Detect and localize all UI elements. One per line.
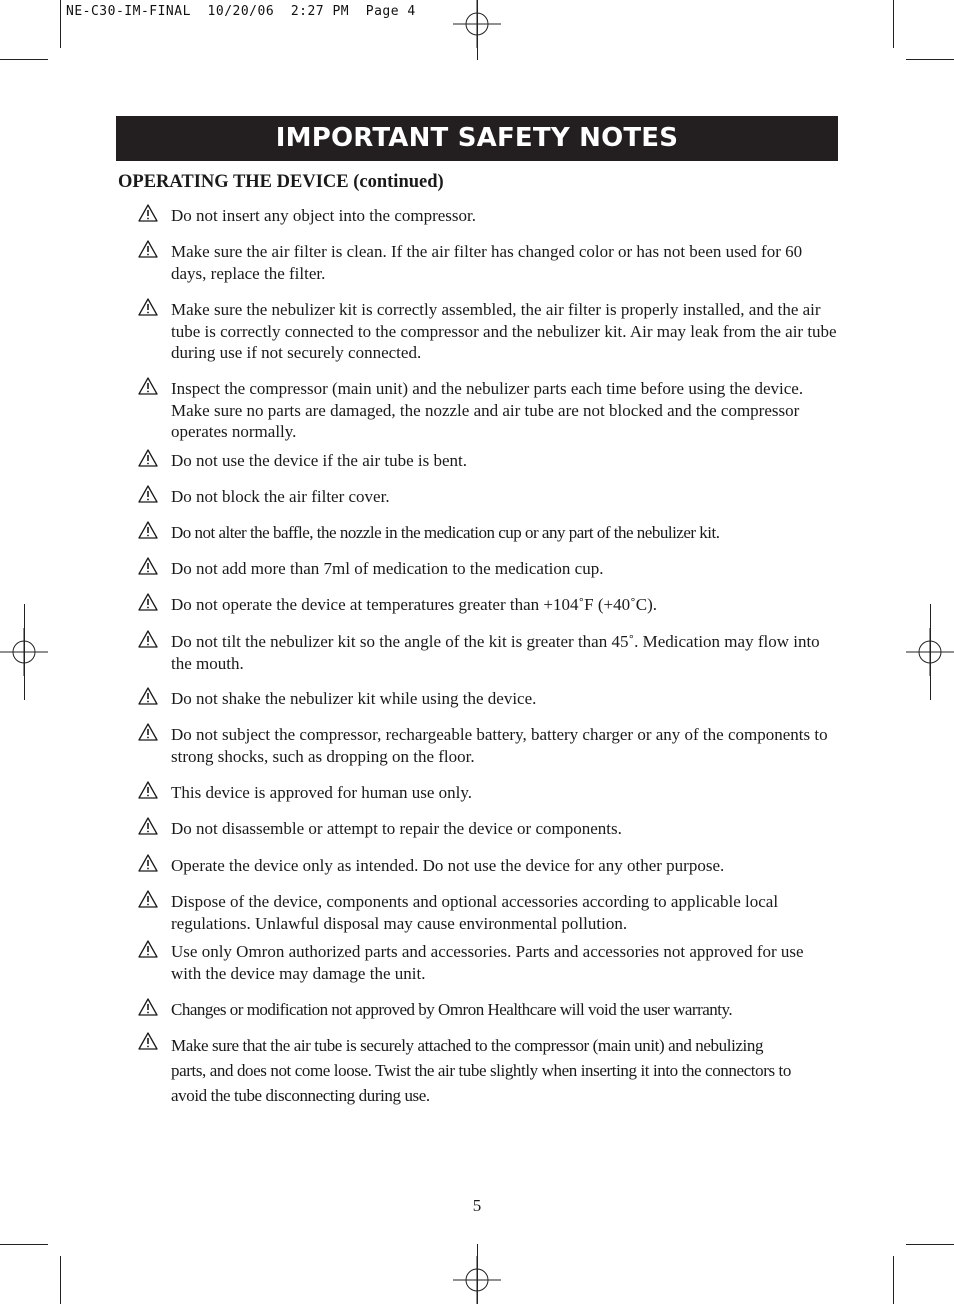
warning-triangle-icon xyxy=(138,376,158,396)
note-text: Make sure that the air tube is securely attached to the compressor (main unit) and nebulizing parts, and does not come loose. Twist the air tube slightly when inserting it into the connectors to avoid the tube disconnecting during use. xyxy=(171,1036,791,1105)
note-text: Make sure the nebulizer kit is correctly assembled, the air filter is properly installed, and the air tube is correctly connected to the compressor and the nebulizer kit. Air may leak from the air tube during use if not securely connected. xyxy=(171,300,837,362)
list-item xyxy=(138,631,838,674)
note-text: Changes or modification not approved by Omron Healthcare will void the user warranty. xyxy=(171,1000,733,1019)
list-item xyxy=(138,818,838,840)
warning-triangle-icon xyxy=(138,686,158,706)
warning-triangle-icon xyxy=(138,556,158,576)
list-item xyxy=(138,205,838,227)
warning-triangle-icon xyxy=(138,297,158,317)
note-text: Do not add more than 7ml of medication to the medication cup. xyxy=(171,559,604,578)
warning-triangle-icon xyxy=(138,592,158,612)
note-text: Do not alter the baffle, the nozzle in the medication cup or any part of the nebulizer kit. xyxy=(171,523,720,542)
warning-triangle-icon xyxy=(138,239,158,259)
warning-triangle-icon xyxy=(138,629,158,649)
note-text: Do not shake the nebulizer kit while using the device. xyxy=(171,689,537,708)
warning-triangle-icon xyxy=(138,1031,158,1051)
warning-triangle-icon xyxy=(138,780,158,800)
note-text: Do not use the device if the air tube is bent. xyxy=(171,451,467,470)
warning-triangle-icon xyxy=(138,939,158,959)
print-slug: NE-C30-IM-FINAL 10/20/06 2:27 PM Page 4 xyxy=(66,4,416,19)
list-item xyxy=(138,299,838,364)
list-item xyxy=(138,1033,798,1108)
note-text: This device is approved for human use only. xyxy=(171,783,473,802)
warning-triangle-icon xyxy=(138,816,158,836)
warning-triangle-icon xyxy=(138,448,158,468)
list-item xyxy=(138,241,838,284)
note-text: Do not insert any object into the compressor. xyxy=(171,206,476,225)
note-text: Do not disassemble or attempt to repair the device or components. xyxy=(171,819,622,838)
note-text: Dispose of the device, components and optional accessories according to applicable local regulations. Unlawful disposal may cause environmental pollution. xyxy=(171,892,779,933)
section-heading: OPERATING THE DEVICE (continued) xyxy=(118,172,444,192)
note-text: Do not block the air filter cover. xyxy=(171,487,390,506)
list-item xyxy=(138,941,838,984)
list-item xyxy=(138,522,838,544)
note-text: Do not subject the compressor, rechargeable battery, battery charger or any of the components to strong shocks, such as dropping on the floor. xyxy=(171,725,828,766)
page-number: 5 xyxy=(472,1196,482,1215)
list-item xyxy=(138,999,838,1021)
list-item xyxy=(138,486,838,508)
warning-triangle-icon xyxy=(138,889,158,909)
note-text: Use only Omron authorized parts and accessories. Parts and accessories not approved for use with the device may damage the unit. xyxy=(171,942,804,983)
list-item xyxy=(138,855,838,877)
list-item xyxy=(138,450,838,472)
warning-triangle-icon xyxy=(138,203,158,223)
list-item xyxy=(138,724,838,767)
note-text: Operate the device only as intended. Do not use the device for any other purpose. xyxy=(171,856,725,875)
warning-triangle-icon xyxy=(138,722,158,742)
note-text: Do not tilt the nebulizer kit so the angle of the kit is greater than 45˚. Medication may flow into the mouth. xyxy=(171,632,820,673)
warning-triangle-icon xyxy=(138,484,158,504)
note-text: Inspect the compressor (main unit) and the nebulizer parts each time before using the device. Make sure no parts are damaged, the nozzle and air tube are not blocked and the compressor operates normally. xyxy=(171,379,804,441)
warning-triangle-icon xyxy=(138,520,158,540)
list-item xyxy=(138,891,838,934)
note-text: Make sure the air filter is clean. If the air filter has changed color or has not been used for 60 days, replace the filter. xyxy=(171,242,803,283)
note-text: Do not operate the device at temperatures greater than +104˚F (+40˚C). xyxy=(171,595,658,614)
list-item xyxy=(138,594,838,616)
list-item xyxy=(138,688,838,710)
list-item xyxy=(138,558,838,580)
warning-triangle-icon xyxy=(138,853,158,873)
list-item xyxy=(138,378,838,443)
list-item xyxy=(138,782,838,804)
warning-triangle-icon xyxy=(138,997,158,1017)
page-title: IMPORTANT SAFETY NOTES xyxy=(116,116,838,161)
